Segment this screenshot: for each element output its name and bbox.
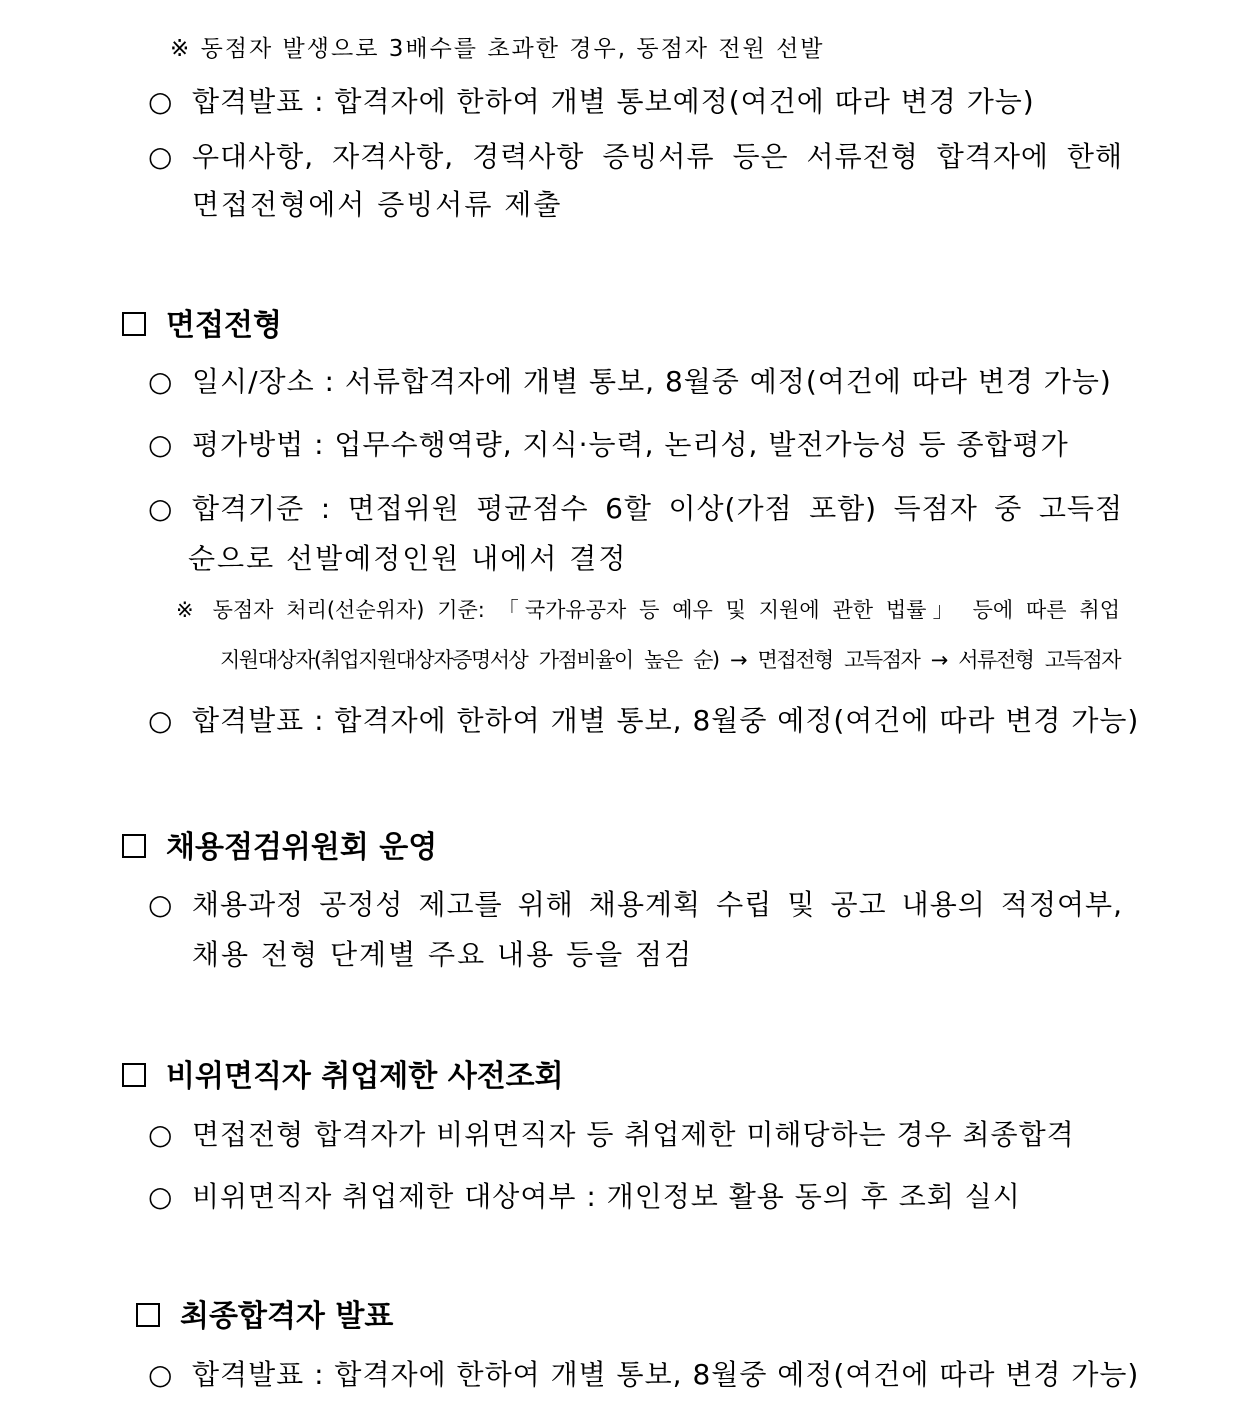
final-announce-text: 합격발표 : 합격자에 한하여 개별 통보, 8월중 예정(여건에 따라 변경 가능) (192, 1358, 1140, 1391)
check-item2-text: 비위면직자 취업제한 대상여부 : 개인정보 활용 동의 후 조회 실시 (192, 1180, 1021, 1213)
circle-bullet-icon: ○ (148, 704, 174, 737)
circle-bullet-icon: ○ (148, 492, 174, 525)
circle-bullet-icon: ○ (148, 1118, 174, 1151)
interview-method-item (148, 423, 1069, 463)
doc-announce-text: 합격발표 : 합격자에 한하여 개별 통보예정(여건에 따라 변경 가능) (192, 85, 1035, 118)
interview-announce-item (148, 699, 1139, 739)
checkbox-square-icon (122, 1063, 146, 1087)
check-item1-text: 면접전형 합격자가 비위면직자 등 취업제한 미해당하는 경우 최종합격 (192, 1118, 1075, 1151)
section-final (136, 1291, 393, 1335)
committee-line2: 채용 전형 단계별 주요 내용 등을 점검 (192, 938, 694, 971)
doc-evidence-line2: 면접전형에서 증빙서류 제출 (192, 188, 563, 221)
interview-criteria-line1: 합격기준 : 면접위원 평균점수 6할 이상(가점 포함) 득점자 중 고득점 (192, 492, 1123, 525)
circle-bullet-icon: ○ (148, 428, 174, 461)
circle-bullet-icon: ○ (148, 1358, 174, 1391)
interview-criteria-line2: 순으로 선발예정인원 내에서 결정 (188, 542, 628, 575)
circle-bullet-icon: ○ (148, 1180, 174, 1213)
interview-method-text: 평가방법 : 업무수행역량, 지식·능력, 논리성, 발전가능성 등 종합평가 (192, 428, 1069, 461)
checkbox-square-icon (136, 1303, 160, 1327)
final-announce-item (148, 1353, 1139, 1393)
checkbox-square-icon (122, 834, 146, 858)
tie-note: ※ 동점자 발생으로 3배수를 초과한 경우, 동점자 전원 선발 (170, 36, 825, 62)
section-check-title: 비위면직자 취업제한 사전조회 (166, 1059, 564, 1094)
check-item1 (148, 1113, 1075, 1153)
checkbox-square-icon (122, 312, 146, 336)
circle-bullet-icon: ○ (148, 85, 174, 118)
section-final-title: 최종합격자 발표 (180, 1299, 394, 1334)
interview-datetime-item (148, 360, 1112, 400)
section-interview-title: 면접전형 (166, 308, 282, 343)
interview-tie-text1: ※ 동점자 처리(선순위자) 기준: 「국가유공자 등 예우 및 지원에 관한 법률」 등에 따른 취업 (176, 598, 1120, 622)
committee-line1: 채용과정 공정성 제고를 위해 채용계획 수립 및 공고 내용의 적정여부, (192, 888, 1123, 921)
interview-announce-text: 합격발표 : 합격자에 한하여 개별 통보, 8월중 예정(여건에 따라 변경 가능) (192, 704, 1140, 737)
doc-evidence-item (148, 135, 1123, 175)
interview-tie-note-line2 (220, 644, 1120, 674)
section-committee-title: 채용점검위원회 운영 (166, 830, 438, 865)
circle-bullet-icon: ○ (148, 140, 174, 173)
section-committee (122, 822, 437, 866)
interview-criteria-item (148, 487, 1123, 527)
section-check (122, 1051, 564, 1095)
doc-announce-item (148, 80, 1035, 120)
doc-evidence-line1: 우대사항, 자격사항, 경력사항 증빙서류 등은 서류전형 합격자에 한해 (192, 140, 1123, 173)
interview-tie-text2: 지원대상자(취업지원대상자증명서상 가점비율이 높은 순) → 면접전형 고득점자 → 서류전형 고득점자 (220, 648, 1120, 672)
circle-bullet-icon: ○ (148, 365, 174, 398)
check-item2 (148, 1175, 1021, 1215)
circle-bullet-icon: ○ (148, 888, 174, 921)
section-interview (122, 300, 282, 344)
committee-item (148, 883, 1123, 923)
interview-datetime-text: 일시/장소 : 서류합격자에 개별 통보, 8월중 예정(여건에 따라 변경 가능) (192, 365, 1112, 398)
interview-tie-note-line1 (176, 594, 1120, 624)
